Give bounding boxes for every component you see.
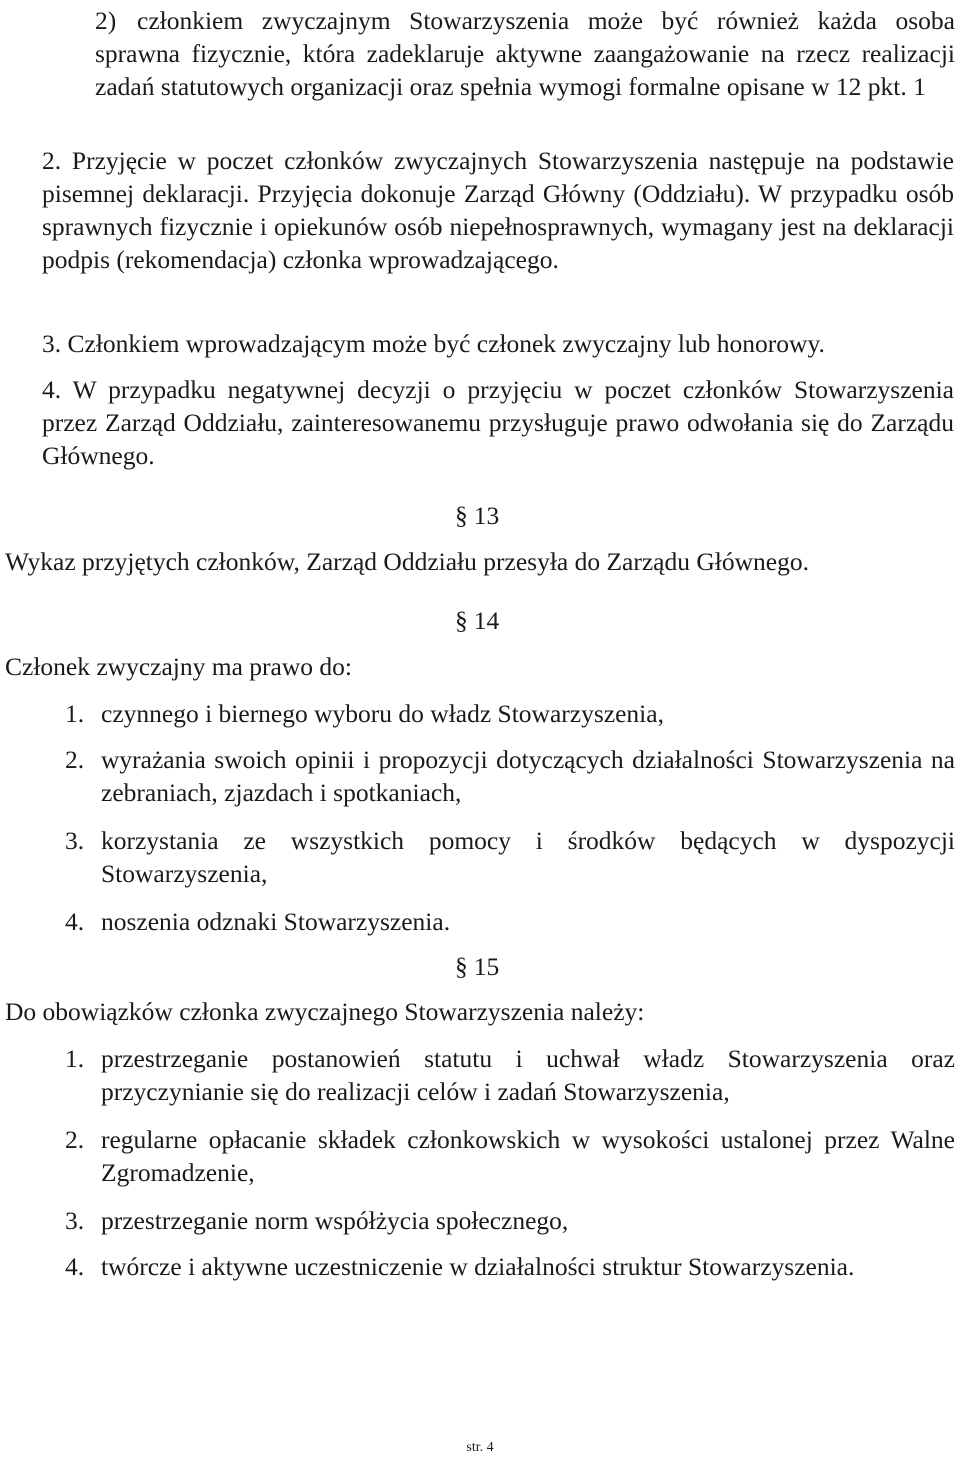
intro-item-number: 2) <box>95 6 117 35</box>
list-item-text: noszenia odznaki Stowarzyszenia. <box>101 907 451 936</box>
paragraph-3-text: 3. Członkiem wprowadzającym może być członek zwyczajny lub honorowy. <box>42 329 825 358</box>
page-number: str. 4 <box>466 1440 494 1455</box>
paragraph-4 <box>42 373 954 472</box>
paragraph-2 <box>42 144 954 276</box>
list-item-number: 2. <box>65 745 85 774</box>
list-item-number: 3. <box>65 1206 85 1235</box>
list-item <box>65 697 955 730</box>
paragraph-3 <box>42 327 954 360</box>
list-item-number: 1. <box>65 1044 85 1073</box>
section-15-list <box>65 1042 955 1283</box>
list-item-text: przestrzeganie postanowień statutu i uchwał władz Stowarzyszenia oraz przyczynianie się do realizacji celów i zadań Stowarzyszenia, <box>101 1044 955 1106</box>
section-13-heading <box>455 499 575 532</box>
section-14-intro: Członek zwyczajny ma prawo do: <box>5 652 352 681</box>
section-15-intro: Do obowiązków członka zwyczajnego Stowarzyszenia należy: <box>5 997 645 1026</box>
section-symbol: § <box>455 952 468 981</box>
section-15-heading <box>455 950 575 983</box>
list-item <box>65 743 955 809</box>
list-item <box>65 824 955 890</box>
paragraph-2-text: 2. Przyjęcie w poczet członków zwyczajnych Stowarzyszenia następuje na podstawie pisemnej deklaracji. Przyjęcia dokonuje Zarząd Główny (Oddziału). W przypadku osób sprawnych fizycznie i opiekunów osób niepełnosprawnych, wymagany jest na deklaracji podpis (rekomendacja) członka wprowadzającego. <box>42 146 954 274</box>
list-item-number: 3. <box>65 826 85 855</box>
intro-item-text: członkiem zwyczajnym Stowarzyszenia może być również każda osoba sprawna fizycznie, która zadeklaruje aktywne zaangażowanie na rzecz realizacji zadań statutowych organizacji oraz spełnia wymogi formalne opisane w 12 pkt. 1 <box>95 6 955 101</box>
list-item-text: czynnego i biernego wyboru do władz Stowarzyszenia, <box>101 699 664 728</box>
section-14-heading <box>455 604 575 637</box>
section-15-number: 15 <box>473 952 500 981</box>
list-item <box>65 1042 955 1108</box>
list-item-text: korzystania ze wszystkich pomocy i środków będących w dyspozycji Stowarzyszenia, <box>101 826 955 888</box>
section-symbol: § <box>455 501 468 530</box>
list-item-text: twórcze i aktywne uczestniczenie w działalności struktur Stowarzyszenia. <box>101 1252 855 1281</box>
list-item <box>65 1204 955 1237</box>
intro-item <box>95 4 955 103</box>
section-13-text: Wykaz przyjętych członków, Zarząd Oddziału przesyła do Zarządu Głównego. <box>5 547 809 576</box>
list-item-text: przestrzeganie norm współżycia społecznego, <box>101 1206 569 1235</box>
section-13-number: 13 <box>473 501 500 530</box>
section-14-list <box>65 697 955 938</box>
list-item-number: 1. <box>65 699 85 728</box>
list-item <box>65 1123 955 1189</box>
section-14-number: 14 <box>473 606 500 635</box>
list-item <box>65 1250 955 1283</box>
list-item-text: regularne opłacanie składek członkowskich w wysokości ustalonej przez Walne Zgromadzenie, <box>101 1125 955 1187</box>
list-item <box>65 905 955 938</box>
paragraph-4-text: 4. W przypadku negatywnej decyzji o przyjęciu w poczet członków Stowarzyszenia przez Zarząd Oddziału, zainteresowanemu przysługuje prawo odwołania się do Zarządu Głównego. <box>42 375 954 470</box>
section-symbol: § <box>455 606 468 635</box>
list-item-number: 4. <box>65 907 85 936</box>
list-item-number: 2. <box>65 1125 85 1154</box>
list-item-text: wyrażania swoich opinii i propozycji dotyczących działalności Stowarzyszenia na zebraniach, zjazdach i spotkaniach, <box>101 745 955 807</box>
list-item-number: 4. <box>65 1252 85 1281</box>
